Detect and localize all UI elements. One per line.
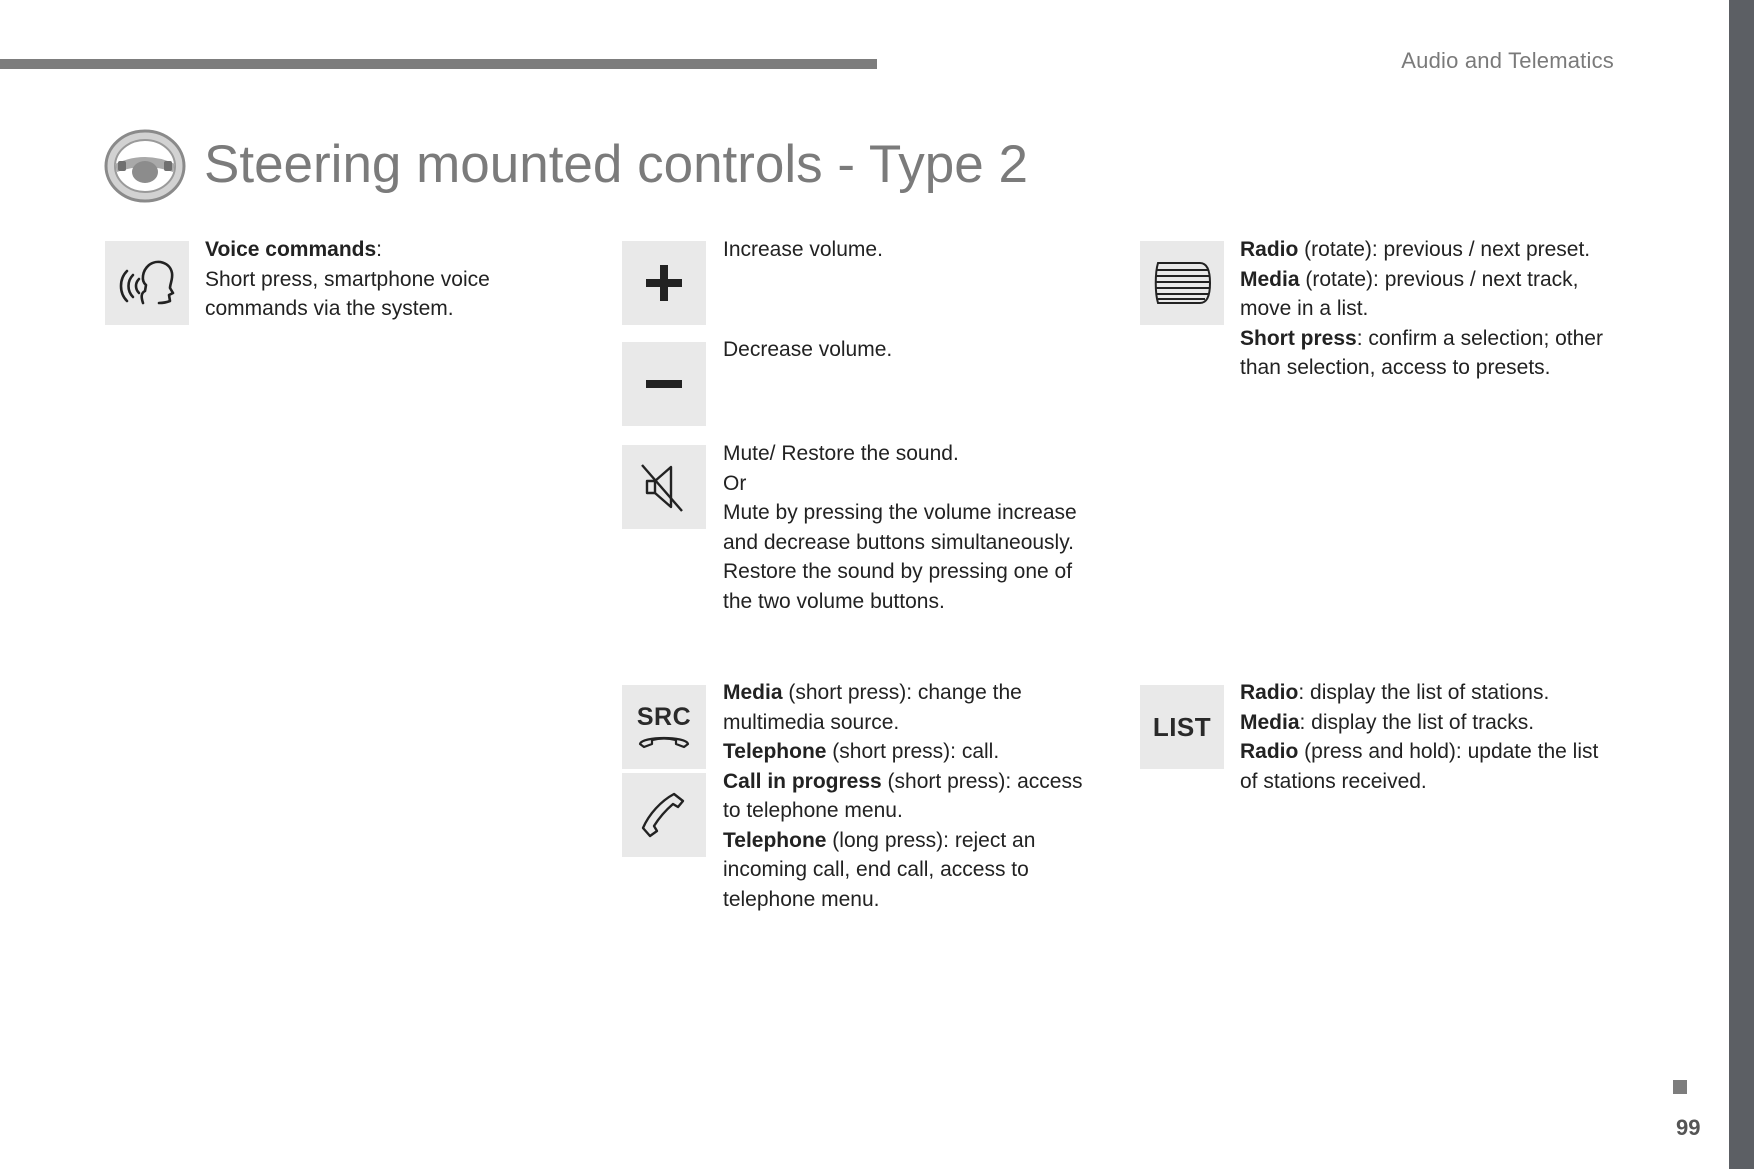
media-rotate-text: (rotate): previous / next track, move in a list. <box>1240 267 1579 320</box>
mute-line: Mute by pressing the volume increase and decrease buttons simultaneously. <box>723 501 1077 554</box>
hang-up-icon <box>636 730 692 750</box>
page-marker <box>1673 1080 1687 1094</box>
page-edge-strip <box>1729 0 1754 1169</box>
telephone-text: (short press): call. <box>826 740 1000 763</box>
short-press-term: Short press <box>1240 326 1357 350</box>
voice-commands-description <box>205 235 565 324</box>
media-term: Media <box>723 681 783 704</box>
minus-icon <box>622 342 706 426</box>
mute-icon <box>622 445 706 529</box>
page-number: 99 <box>1676 1115 1701 1140</box>
radio-list-text: : display the list of stations. <box>1298 681 1550 704</box>
increase-volume-description: Increase volume. <box>723 238 883 261</box>
section-header: Audio and Telematics <box>1401 48 1614 73</box>
mute-description <box>723 439 1093 616</box>
voice-commands-text: : Short press, smartphone voice commands via the system. <box>205 238 490 320</box>
short-press-text: : confirm a selection; other than selection, access to presets. <box>1240 326 1603 379</box>
radio-term: Radio <box>1240 238 1299 261</box>
list-label: LIST <box>1152 711 1212 742</box>
decrease-volume-description: Decrease volume. <box>723 338 893 361</box>
header-rule <box>0 59 877 69</box>
list-button-icon <box>1140 685 1224 769</box>
restore-line: Restore the sound by pressing one of the two volume buttons. <box>723 560 1073 613</box>
telephone-long-term: Telephone <box>723 828 827 852</box>
mute-or-line: Or <box>723 471 747 495</box>
page-title: Steering mounted controls - Type 2 <box>204 135 1028 194</box>
radio-hold-term: Radio <box>1240 740 1299 763</box>
telephone-term: Telephone <box>723 740 827 763</box>
radio-term: Radio <box>1240 681 1299 704</box>
src-button-icon <box>622 685 706 769</box>
media-text: (short press): change the multimedia source. <box>723 681 1022 734</box>
media-term: Media <box>1240 710 1300 734</box>
list-description <box>1240 678 1620 796</box>
plus-icon <box>622 241 706 325</box>
voice-commands-term: Voice commands <box>205 238 377 261</box>
thumbwheel-icon <box>1140 241 1224 325</box>
telephone-long-text: (long press): reject an incoming call, end call, access to telephone menu. <box>723 828 1036 911</box>
src-label: SRC <box>636 702 692 731</box>
voice-command-icon <box>105 241 189 325</box>
media-term: Media <box>1240 267 1300 291</box>
call-in-progress-term: Call in progress <box>723 769 882 793</box>
thumbwheel-description <box>1240 235 1620 383</box>
steering-wheel-icon <box>103 128 187 204</box>
mute-line: Mute/ Restore the sound. <box>723 442 959 465</box>
media-list-text: : display the list of tracks. <box>1299 710 1535 734</box>
telephone-description <box>723 678 1093 914</box>
call-in-progress-text: (short press): access to telephone menu. <box>723 769 1083 822</box>
phone-icon <box>622 773 706 857</box>
radio-rotate-text: (rotate): previous / next preset. <box>1298 238 1591 261</box>
radio-hold-text: (press and hold): update the list of stations received. <box>1240 740 1599 793</box>
